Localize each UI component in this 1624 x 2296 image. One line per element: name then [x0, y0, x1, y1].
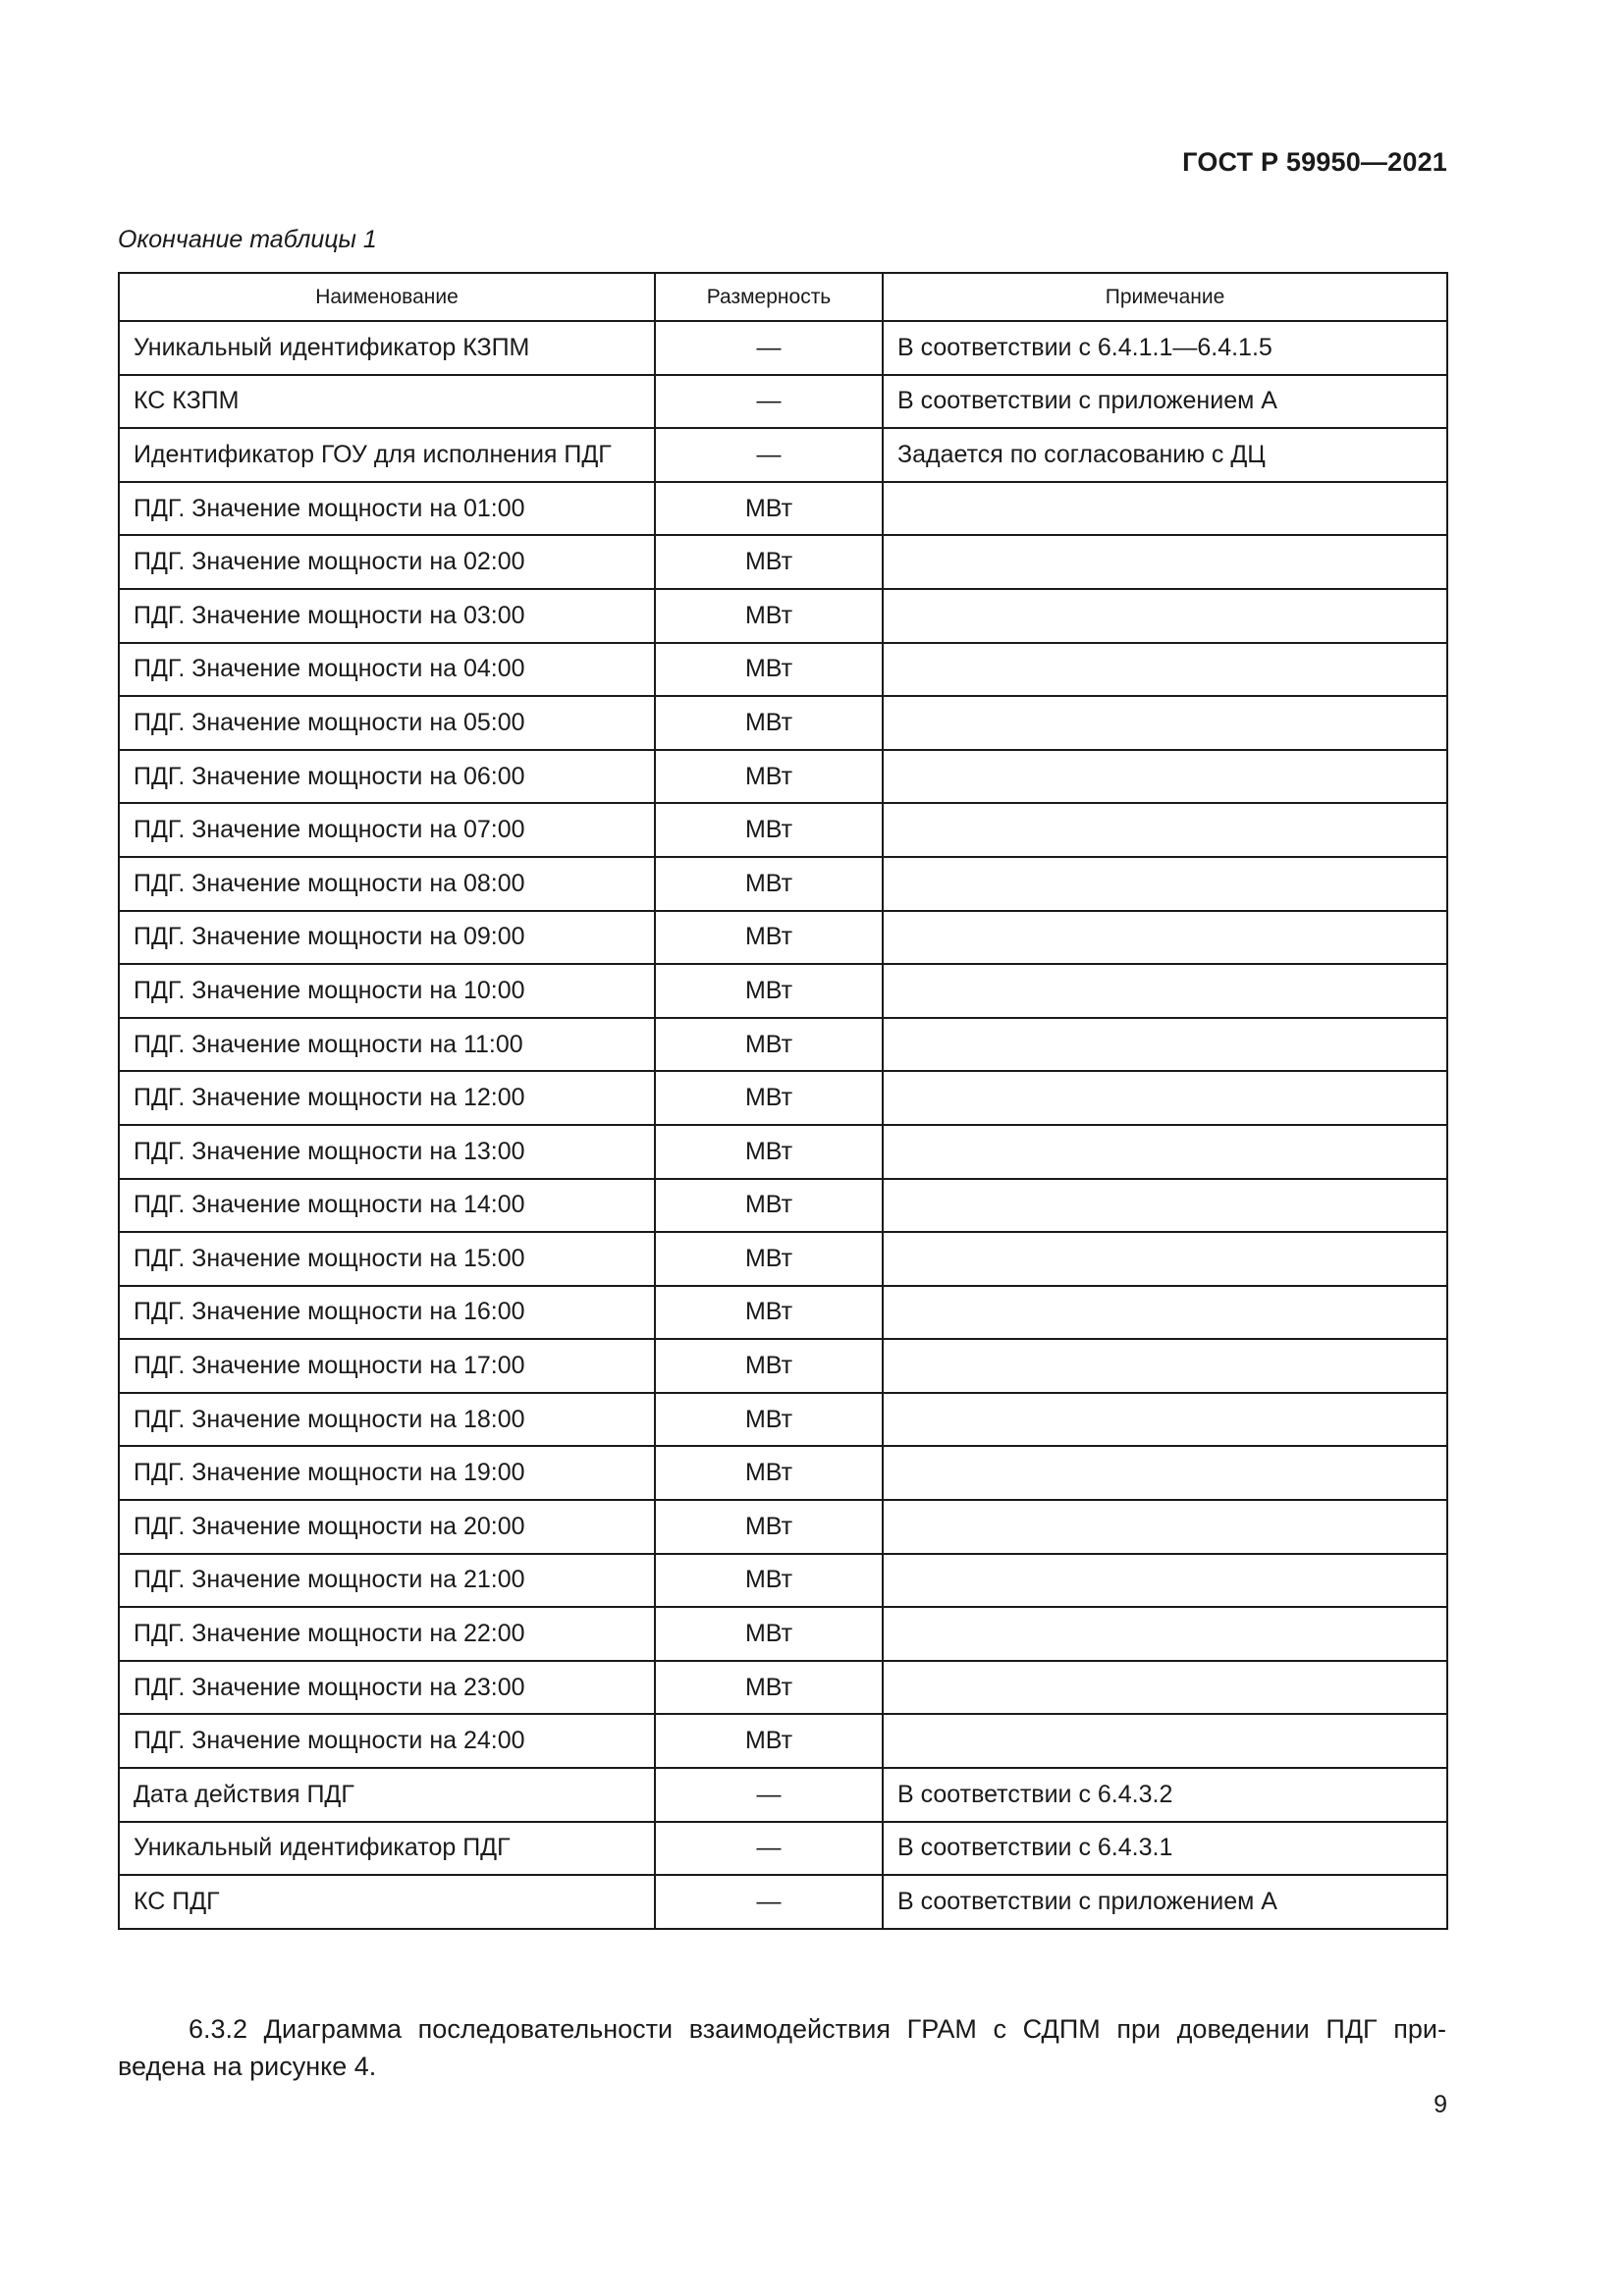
table-row	[119, 375, 1447, 429]
cell-unit: —	[655, 321, 883, 375]
cell-note: В соответствии с приложением А	[883, 375, 1447, 429]
table-row	[119, 1393, 1447, 1447]
cell-name: ПДГ. Значение мощности на 13:00	[119, 1125, 655, 1179]
cell-unit: МВт	[655, 1661, 883, 1715]
cell-unit: МВт	[655, 1179, 883, 1233]
cell-note	[883, 964, 1447, 1018]
table-row	[119, 964, 1447, 1018]
cell-note: В соответствии с 6.4.3.1	[883, 1822, 1447, 1876]
table-row	[119, 1768, 1447, 1822]
cell-name: ПДГ. Значение мощности на 23:00	[119, 1661, 655, 1715]
cell-unit: МВт	[655, 1018, 883, 1072]
table-row	[119, 1607, 1447, 1661]
table-row	[119, 1339, 1447, 1393]
cell-unit: —	[655, 428, 883, 482]
cell-unit: МВт	[655, 1500, 883, 1554]
table-row	[119, 321, 1447, 375]
cell-unit: МВт	[655, 1125, 883, 1179]
cell-name: ПДГ. Значение мощности на 06:00	[119, 750, 655, 804]
cell-note	[883, 1339, 1447, 1393]
cell-unit: МВт	[655, 482, 883, 536]
cell-note	[883, 803, 1447, 857]
cell-name: ПДГ. Значение мощности на 14:00	[119, 1179, 655, 1233]
cell-unit: МВт	[655, 1607, 883, 1661]
cell-name: ПДГ. Значение мощности на 10:00	[119, 964, 655, 1018]
cell-name: КС ПДГ	[119, 1875, 655, 1929]
cell-note	[883, 1661, 1447, 1715]
specification-table	[118, 272, 1448, 1930]
body-paragraph	[118, 2010, 1446, 2085]
table-header-row	[119, 273, 1447, 321]
cell-note	[883, 750, 1447, 804]
table-row	[119, 1661, 1447, 1715]
cell-note	[883, 589, 1447, 643]
cell-unit: МВт	[655, 1554, 883, 1608]
cell-note: В соответствии с приложением А	[883, 1875, 1447, 1929]
cell-unit: МВт	[655, 803, 883, 857]
table-row	[119, 911, 1447, 965]
cell-name: ПДГ. Значение мощности на 18:00	[119, 1393, 655, 1447]
cell-name: ПДГ. Значение мощности на 24:00	[119, 1714, 655, 1768]
cell-name: Идентификатор ГОУ для исполнения ПДГ	[119, 428, 655, 482]
table-row	[119, 1232, 1447, 1286]
table-body	[119, 321, 1447, 1929]
table-row	[119, 1179, 1447, 1233]
table-row	[119, 1446, 1447, 1500]
cell-note	[883, 1554, 1447, 1608]
cell-unit: МВт	[655, 1446, 883, 1500]
table-row	[119, 643, 1447, 697]
cell-name: ПДГ. Значение мощности на 16:00	[119, 1286, 655, 1340]
cell-note	[883, 696, 1447, 750]
cell-name: ПДГ. Значение мощности на 21:00	[119, 1554, 655, 1608]
cell-note	[883, 1500, 1447, 1554]
cell-name: ПДГ. Значение мощности на 03:00	[119, 589, 655, 643]
cell-unit: МВт	[655, 1339, 883, 1393]
cell-note: В соответствии с 6.4.3.2	[883, 1768, 1447, 1822]
cell-name: Уникальный идентификатор ПДГ	[119, 1822, 655, 1876]
column-header-unit: Размерность	[655, 273, 883, 321]
table-row	[119, 696, 1447, 750]
cell-unit: —	[655, 1875, 883, 1929]
cell-unit: —	[655, 375, 883, 429]
cell-unit: МВт	[655, 1393, 883, 1447]
table-row	[119, 1875, 1447, 1929]
cell-name: ПДГ. Значение мощности на 02:00	[119, 535, 655, 589]
cell-note	[883, 911, 1447, 965]
cell-unit: МВт	[655, 1071, 883, 1125]
cell-note	[883, 1446, 1447, 1500]
cell-note	[883, 1179, 1447, 1233]
paragraph-line: ведена на рисунке 4.	[118, 2052, 377, 2081]
cell-name: ПДГ. Значение мощности на 09:00	[119, 911, 655, 965]
cell-name: ПДГ. Значение мощности на 19:00	[119, 1446, 655, 1500]
cell-unit: МВт	[655, 589, 883, 643]
table-row	[119, 1071, 1447, 1125]
cell-unit: МВт	[655, 911, 883, 965]
table-row	[119, 1554, 1447, 1608]
cell-note	[883, 482, 1447, 536]
cell-unit: МВт	[655, 696, 883, 750]
cell-unit: МВт	[655, 1286, 883, 1340]
cell-name: ПДГ. Значение мощности на 12:00	[119, 1071, 655, 1125]
cell-note	[883, 1714, 1447, 1768]
cell-unit: МВт	[655, 857, 883, 911]
table-row	[119, 750, 1447, 804]
cell-note	[883, 1232, 1447, 1286]
cell-unit: МВт	[655, 1232, 883, 1286]
cell-note: В соответствии с 6.4.1.1—6.4.1.5	[883, 321, 1447, 375]
column-header-note: Примечание	[883, 273, 1447, 321]
cell-unit: МВт	[655, 750, 883, 804]
cell-name: ПДГ. Значение мощности на 15:00	[119, 1232, 655, 1286]
table-row	[119, 1714, 1447, 1768]
page-number: 9	[1434, 2091, 1447, 2118]
cell-unit: —	[655, 1822, 883, 1876]
table-row	[119, 535, 1447, 589]
table-row	[119, 1500, 1447, 1554]
cell-note	[883, 1125, 1447, 1179]
document-code: ГОСТ Р 59950—2021	[1182, 147, 1447, 177]
table-row	[119, 857, 1447, 911]
cell-note: Задается по согласованию с ДЦ	[883, 428, 1447, 482]
cell-name: ПДГ. Значение мощности на 22:00	[119, 1607, 655, 1661]
cell-unit: МВт	[655, 643, 883, 697]
cell-note	[883, 857, 1447, 911]
cell-unit: —	[655, 1768, 883, 1822]
cell-unit: МВт	[655, 1714, 883, 1768]
table-row	[119, 1125, 1447, 1179]
cell-name: КС КЗПМ	[119, 375, 655, 429]
table-row	[119, 589, 1447, 643]
cell-note	[883, 1018, 1447, 1072]
table-row	[119, 1018, 1447, 1072]
cell-note	[883, 1286, 1447, 1340]
cell-name: Дата действия ПДГ	[119, 1768, 655, 1822]
cell-name: ПДГ. Значение мощности на 01:00	[119, 482, 655, 536]
table-row	[119, 803, 1447, 857]
cell-note	[883, 1071, 1447, 1125]
cell-name: ПДГ. Значение мощности на 11:00	[119, 1018, 655, 1072]
table-row	[119, 428, 1447, 482]
cell-name: ПДГ. Значение мощности на 20:00	[119, 1500, 655, 1554]
cell-name: ПДГ. Значение мощности на 05:00	[119, 696, 655, 750]
cell-name: ПДГ. Значение мощности на 04:00	[119, 643, 655, 697]
cell-name: ПДГ. Значение мощности на 07:00	[119, 803, 655, 857]
table-caption: Окончание таблицы 1	[118, 226, 377, 253]
cell-note	[883, 1393, 1447, 1447]
cell-note	[883, 535, 1447, 589]
table-row	[119, 1822, 1447, 1876]
cell-unit: МВт	[655, 964, 883, 1018]
column-header-name: Наименование	[119, 273, 655, 321]
table-row	[119, 1286, 1447, 1340]
cell-name: ПДГ. Значение мощности на 17:00	[119, 1339, 655, 1393]
cell-note	[883, 643, 1447, 697]
cell-name: ПДГ. Значение мощности на 08:00	[119, 857, 655, 911]
cell-note	[883, 1607, 1447, 1661]
cell-name: Уникальный идентификатор КЗПМ	[119, 321, 655, 375]
cell-unit: МВт	[655, 535, 883, 589]
table-row	[119, 482, 1447, 536]
paragraph-line: 6.3.2 Диаграмма последовательности взаимодействия ГРАМ с СДПМ при доведении ПДГ при-	[189, 2014, 1446, 2044]
